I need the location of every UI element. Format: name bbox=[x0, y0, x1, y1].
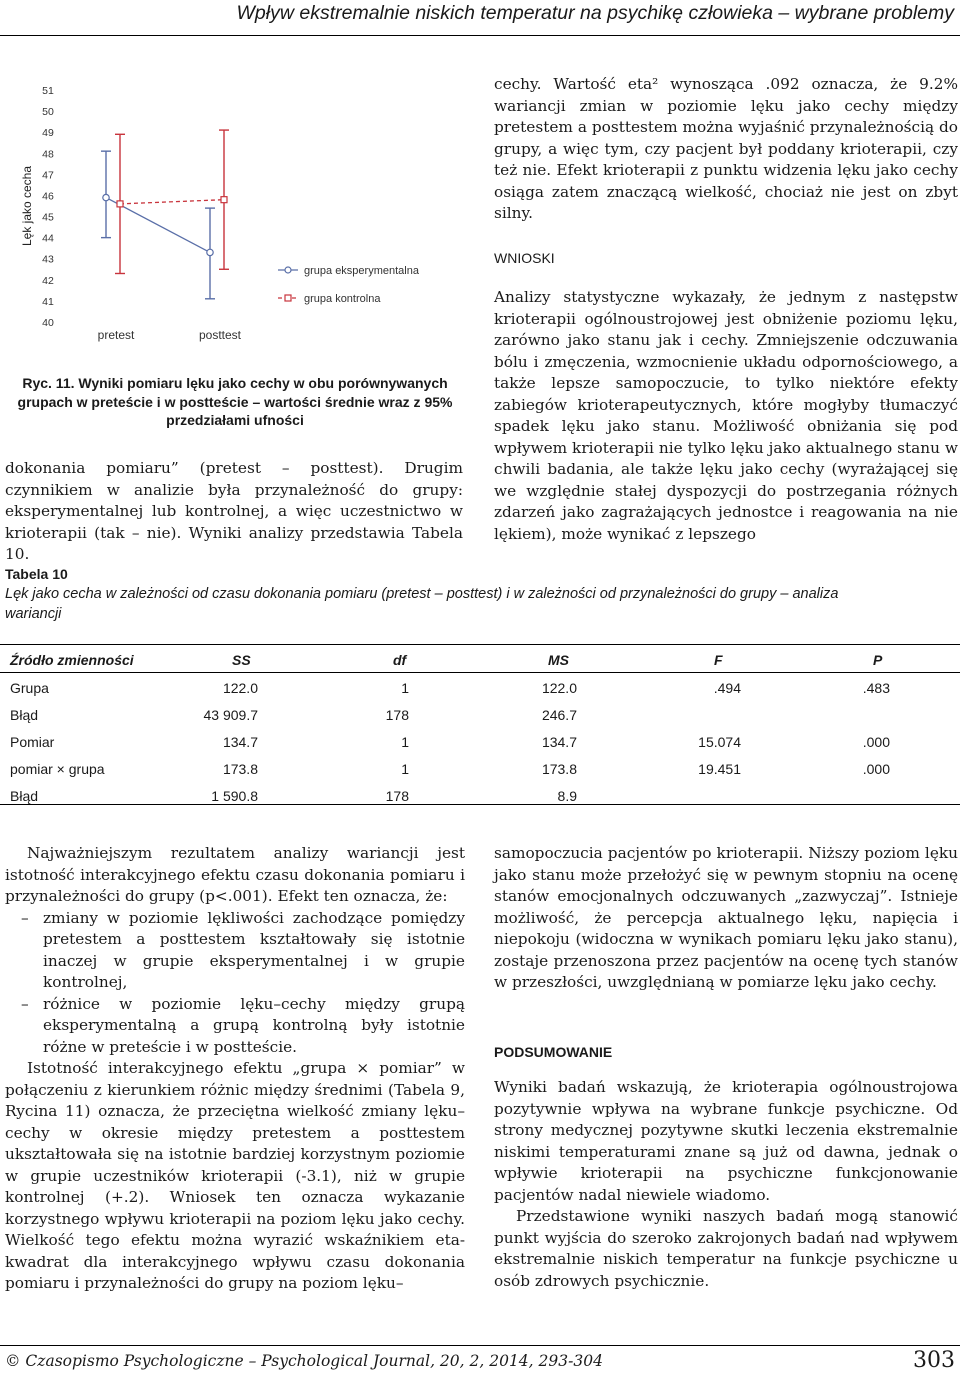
page-number: 303 bbox=[913, 1348, 955, 1373]
header-rule bbox=[0, 35, 960, 36]
table-cell: 19.451 bbox=[698, 761, 741, 777]
table-rule-bottom bbox=[0, 804, 960, 805]
dash-marker: – bbox=[21, 908, 29, 927]
x-tick-label: posttest bbox=[198, 328, 242, 342]
table-header-ss: SS bbox=[232, 652, 251, 668]
y-tick-label: 48 bbox=[42, 148, 54, 161]
dash-marker: – bbox=[21, 994, 29, 1013]
y-axis-label: Lęk jako cecha bbox=[20, 165, 34, 247]
table-cell: 173.8 bbox=[541, 761, 577, 777]
table-cell: 122.0 bbox=[541, 680, 577, 696]
table-cell: Błąd bbox=[10, 788, 39, 804]
table-cell: 178 bbox=[385, 707, 409, 723]
footer-rule bbox=[0, 1345, 960, 1346]
wnioski-heading: WNIOSKI bbox=[494, 250, 555, 266]
podsumowanie-paragraph-2: Przedstawione wyniki naszych badań mogą stanowić punkt wyjścia do szeroko zakrojonych badań nad wpływem ekstremalnie niskich temperatur na funkcje psychiczne u osób zdrowych psychicznie. bbox=[494, 1207, 958, 1290]
table-cell: .000 bbox=[862, 734, 890, 750]
table-header-p: P bbox=[873, 652, 883, 668]
left-bottom-text bbox=[5, 843, 465, 1295]
data-point-control bbox=[117, 201, 123, 207]
table-cell: 178 bbox=[385, 788, 409, 804]
bullet-text-2: różnice w poziomie lęku–cechy między grupą eksperymentalną a grupą kontrolną były istotnie różne w preteście i w postteście. bbox=[43, 994, 465, 1056]
running-title: Wpływ ekstremalnie niskich temperatur na psychikę człowieka – wybrane problemy bbox=[236, 2, 954, 24]
left-top-paragraph: dokonania pomiaru” (pretest – posttest). Drugim czynnikiem w analizie była przynależność do grupy: eksperymentalnej lub kontrolnej, a więc uczestnictwo w krioterapii (tak – nie). Wyniki analizy przedstawia Tabela 10. bbox=[5, 459, 463, 563]
table-cell: .000 bbox=[862, 761, 890, 777]
table-cell: 1 bbox=[401, 761, 409, 777]
figure-caption: Ryc. 11. Wyniki pomiaru lęku jako cechy w obu porównywanych grupach w preteście i w postteście – wartości średnie wraz z 95% przedziałami ufności bbox=[17, 375, 453, 428]
table-title: Tabela 10 bbox=[5, 566, 68, 582]
table-rule-header bbox=[0, 672, 960, 673]
y-tick-label: 50 bbox=[42, 106, 54, 119]
figure-11 bbox=[0, 48, 470, 348]
chart bbox=[0, 48, 470, 348]
table-cell: Grupa bbox=[10, 680, 49, 696]
y-tick-label: 43 bbox=[42, 253, 54, 266]
table-cell: 134.7 bbox=[222, 734, 258, 750]
table-header-ms: MS bbox=[548, 652, 569, 668]
footer-citation: © Czasopismo Psychologiczne – Psychological Journal, 20, 2, 2014, 293-304 bbox=[5, 1352, 603, 1370]
bullet-text-1: zmiany w poziomie lękliwości zachodzące pomiędzy pretestem a posttestem kształtowały się istotnie inaczej w grupie eksperymentalnej i w grupie kontrolnej, bbox=[43, 908, 465, 991]
y-tick-label: 42 bbox=[42, 274, 54, 287]
y-tick-label: 41 bbox=[42, 295, 54, 308]
table-cell: pomiar × grupa bbox=[10, 761, 105, 777]
left-bottom-paragraph-2: Istotność interakcyjnego efektu „grupa × pomiar” w połączeniu z kierunkiem różnic między średnimi (Tabela 9, Rycina 11) oznacza, że przeciętna wielkość zmiany lęku–cechy w okresie między pretestem a posttestem ukształtowała się na istotnie bardziej korzystnym poziomie w grupie uczestników krioterapii (-3.1), niż w grupie kontrolnej (+.2). Wniosek ten oznacza wykazanie korzystnego wpływu krioterapii na poziom lęku jako cechy. Wielkość tego efektu można wyrazić wskaźnikiem eta-kwadrat dla interakcyjnego wpływu czasu dokonania pomiaru i przynależności do grupy na poziom lęku– bbox=[5, 1059, 465, 1292]
bullet-item-1 bbox=[5, 908, 465, 994]
page-header bbox=[0, 0, 960, 40]
table-cell: 246.7 bbox=[541, 707, 577, 723]
legend-marker bbox=[285, 295, 291, 301]
right-bottom-paragraph: samopoczucia pacjentów po krioterapii. Niższy poziom lęku jako stanu może przełożyć się w pewnym stopniu na ocenę stanów emocjonalnych odczuwanych „zazwyczaj”. Istnieje możliwość, że percepcja aktualnego lęku, napięcia i niepokoju (widoczna w wynikach pomiaru lęku jako stanu), zostaje przenoszona przez pacjentów na ocenę tych stanów w przeszłości, uwzględnianą w pomiarze lęku jako cechy. bbox=[494, 844, 958, 991]
table-subtitle: Lęk jako cecha w zależności od czasu dokonania pomiaru (pretest – posttest) i w zależności od przynależności do grupy – analiza wariancji bbox=[5, 586, 839, 622]
y-tick-label: 45 bbox=[42, 211, 54, 224]
data-point-control bbox=[221, 197, 227, 203]
podsumowanie-text bbox=[494, 1077, 958, 1292]
data-point-experimental bbox=[103, 194, 109, 200]
table-cell: .494 bbox=[713, 680, 741, 696]
wnioski-paragraph: Analizy statystyczne wykazały, że jednym z następstw krioterapii ogólnoustrojowej jest obniżenie poziomu lęku, zarówno jako stanu jak i cechy. Zmniejszenie odczuwania bólu i zmęczenia, wzmocnienie układu odpornościowego, a także lepsze samopoczucie, to tylko niektóre efekty zabiegów krioterapeutycznych, które mogłyby tłumaczyć spadek lęku jako stanu. Możliwość obniżania się pod wpływem krioterapii nie tylko lęku jako aktualnego stanu w chwili badania, ale także lęku jako cechy (wyrażającej się we względnie stałej dyspozycji do postrzegania różnych zdarzeń jako zagrażających jednostce i reagowania na nie lękiem), może wynikać z lepszego bbox=[494, 288, 958, 543]
right-top-paragraph: cechy. Wartość eta² wynosząca .092 oznacza, że 9.2% wariancji zmian w poziomie lęku jako cechy między pretestem a posttestem można wyjaśnić przynależnością do grupy, a więc tym, czy pacjent był poddany krioterapii, czy też nie. Efekt krioterapii z punktu widzenia lęku jako cechy osiąga zatem znaczącą wielkość, chociaż nie jest on zbyt silny. bbox=[494, 75, 958, 222]
table-cell: 173.8 bbox=[222, 761, 258, 777]
table-header-df: df bbox=[393, 652, 407, 668]
table-cell: 1 bbox=[401, 734, 409, 750]
table-cell: Błąd bbox=[10, 707, 39, 723]
y-tick-label: 47 bbox=[42, 169, 54, 182]
y-tick-label: 46 bbox=[42, 190, 54, 203]
legend-marker bbox=[285, 267, 291, 273]
table-cell: .483 bbox=[862, 680, 890, 696]
table-rule-top bbox=[0, 644, 960, 645]
y-tick-label: 44 bbox=[42, 232, 54, 245]
table-header-source: Źródło zmienności bbox=[10, 652, 134, 668]
left-bottom-paragraph-1: Najważniejszym rezultatem analizy wariancji jest istotność interakcyjnego efektu czasu dokonania pomiaru i przynależności do grupy (p<.001). Efekt ten oznacza, że: bbox=[5, 844, 465, 905]
table-cell: 122.0 bbox=[222, 680, 258, 696]
table-header-f: F bbox=[714, 652, 723, 668]
table-10 bbox=[0, 566, 960, 806]
data-point-experimental bbox=[207, 249, 213, 255]
y-tick-label: 51 bbox=[42, 85, 54, 97]
y-tick-label: 40 bbox=[42, 317, 54, 329]
legend-label: grupa eksperymentalna bbox=[304, 265, 419, 277]
y-tick-label: 49 bbox=[42, 127, 54, 140]
table-cell: 1 590.8 bbox=[211, 788, 258, 804]
podsumowanie-heading: PODSUMOWANIE bbox=[494, 1044, 613, 1060]
series-line-control bbox=[120, 200, 224, 204]
podsumowanie-paragraph-1: Wyniki badań wskazują, że krioterapia ogólnoustrojowa pozytywnie wpływa na wybrane funkcje psychiczne. Od strony medycznej pozytywne skutki leczenia ekstremalnie niskimi temperaturami znane są już od dawna, jednak o wpływie krioterapii na psychiczne funkcjonowanie pacjentów nadal niewiele wiadomo. bbox=[494, 1078, 958, 1204]
table-cell: Pomiar bbox=[10, 734, 55, 750]
x-tick-label: pretest bbox=[97, 328, 135, 342]
legend-label: grupa kontrolna bbox=[304, 293, 381, 305]
table-cell: 15.074 bbox=[698, 734, 741, 750]
bullet-item-2 bbox=[5, 994, 465, 1059]
table-cell: 134.7 bbox=[541, 734, 577, 750]
table-cell: 1 bbox=[401, 680, 409, 696]
table-cell: 43 909.7 bbox=[203, 707, 258, 723]
table-cell: 8.9 bbox=[557, 788, 577, 804]
